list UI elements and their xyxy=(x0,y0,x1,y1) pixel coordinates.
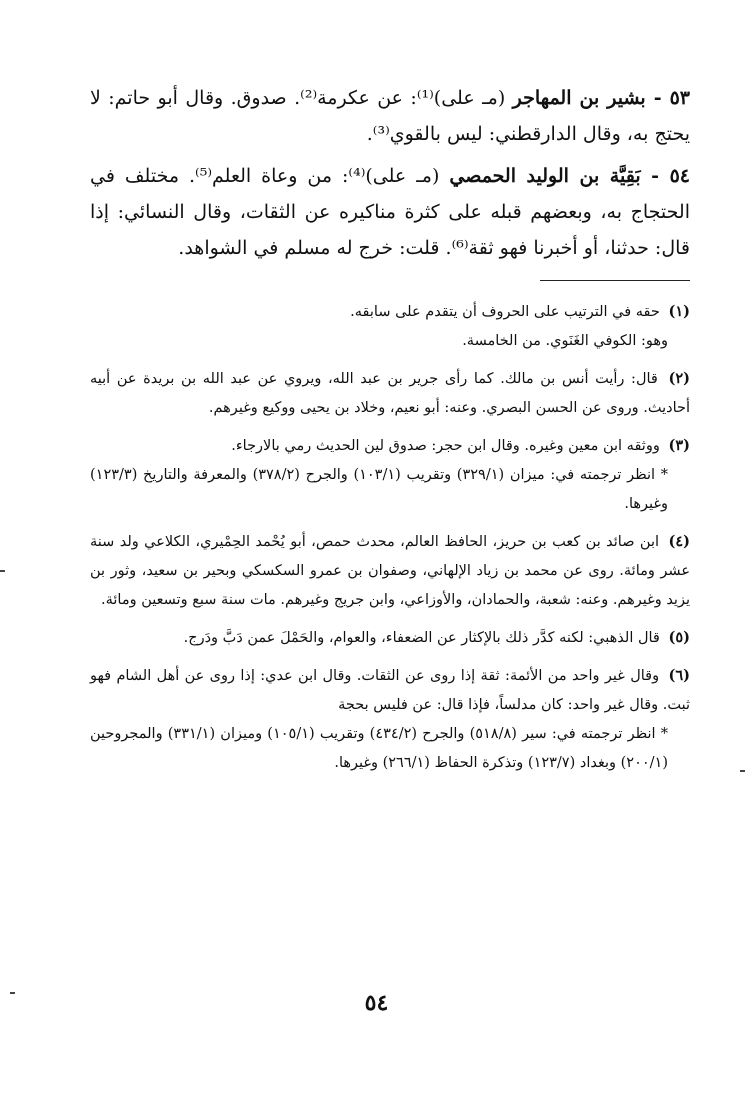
footnote-text: ابن صائد بن كعب بن حريز، الحافظ العالم، محدث حمص، أبو يُحْمد الحِمْيري، الكلاعي ولد سنة عشر ومائة. روى عن محمد بن زياد الإلهاني، وصفوان بن عمرو السكسكي وبحير بن سعيد، وثور بن يزيد وغيرهم. وعنه: شعبة، والحمادان، والأوزاعي، وابن جريج وغيرهم. مات سنة سبع وتسعين ومائة. xyxy=(90,534,690,608)
footnote-number: (٢) xyxy=(668,370,690,387)
footnote-2 xyxy=(90,364,690,423)
footnote-4 xyxy=(90,527,690,615)
main-text xyxy=(90,80,690,266)
footnote-number: (٥) xyxy=(668,629,690,646)
margin-mark xyxy=(10,992,15,994)
footnote-number: (٦) xyxy=(668,667,691,684)
footnote-text: وهو: الكوفي الغَنَوي. من الخامسة. xyxy=(462,333,668,349)
footnote-text: قال: رأيت أنس بن مالك. كما رأى جرير بن عبد الله، ويروي عن عبد الله بن بريدة عن أبيه أحاديث. وروى عن الحسن البصري. وعنه: أبو نعيم، وخلاد بن يحيى ووكيع وغيرهم. xyxy=(90,371,690,416)
footnote-6 xyxy=(90,661,690,778)
footnote-text: وقال غير واحد من الأئمة: ثقة إذا روى عن الثقات. وقال ابن عدي: إذا روى عن أهل الشام فهو ثبت. وقال غير واحد: كان مدلساً، فإذا قال: عن فليس بحجة xyxy=(90,668,690,713)
footnote-number: (٣) xyxy=(668,437,690,454)
margin-mark xyxy=(740,770,745,772)
entry-53 xyxy=(90,80,690,152)
footnote-5 xyxy=(90,623,690,653)
entry-heading: ٥٤ - بَقِيَّة بن الوليد الحمصي xyxy=(449,165,691,187)
footnotes xyxy=(90,297,690,778)
footnote-1 xyxy=(90,297,690,356)
page-number: ٥٤ xyxy=(364,990,389,1016)
footnote-text: ووثقه ابن معين وغيره. وقال ابن حجر: صدوق لين الحديث رمي بالارجاء. xyxy=(231,438,660,454)
book-page xyxy=(90,80,690,786)
footnote-text: قال الذهبي: لكنه كدَّر ذلك بالإكثار عن الضعفاء، والعوام، والحَمْلَ عمن دَبَّ ودَرج. xyxy=(183,630,660,646)
footnote-3 xyxy=(90,431,690,519)
footnote-number: (٤) xyxy=(668,533,691,550)
footnote-separator xyxy=(540,280,690,281)
footnote-text: حقه في الترتيب على الحروف أن يتقدم على سابقه. xyxy=(350,304,660,320)
footnote-text: * انظر ترجمته في: سير (٥١٨/٨) والجرح (٤٣٤/٢) وتقريب (١٠٥/١) وميزان (٣٣١/١) والمجروحين (٢٠٠/١) وبغداد (١٢٣/٧) وتذكرة الحفاظ (٢٦٦/١) وغيرها. xyxy=(90,726,669,771)
footnote-number: (١) xyxy=(668,303,690,320)
entry-heading: ٥٣ - بشير بن المهاجر xyxy=(512,87,690,109)
entry-54 xyxy=(90,158,690,266)
margin-mark xyxy=(0,570,5,572)
entry-body: (مـ على)⁽¹⁾: عن عكرمة⁽²⁾. صدوق. وقال أبو حاتم: لا يحتج به، وقال الدارقطني: ليس بالقوي⁽³⁾. xyxy=(90,87,690,145)
footnote-text: * انظر ترجمته في: ميزان (٣٢٩/١) وتقريب (١٠٣/١) والجرح (٣٧٨/٢) والمعرفة والتاريخ (١٢٣/٣) وغيرها. xyxy=(90,467,668,512)
entry-body: (مـ على)⁽⁴⁾: من وعاة العلم⁽⁵⁾. مختلف في الحتجاج به، وبعضهم قبله على كثرة مناكيره عن الثقات، وقال النسائي: إذا قال: حدثنا، أو أخبرنا فهو ثقة⁽⁶⁾. قلت: خرج له مسلم في الشواهد. xyxy=(90,165,690,259)
